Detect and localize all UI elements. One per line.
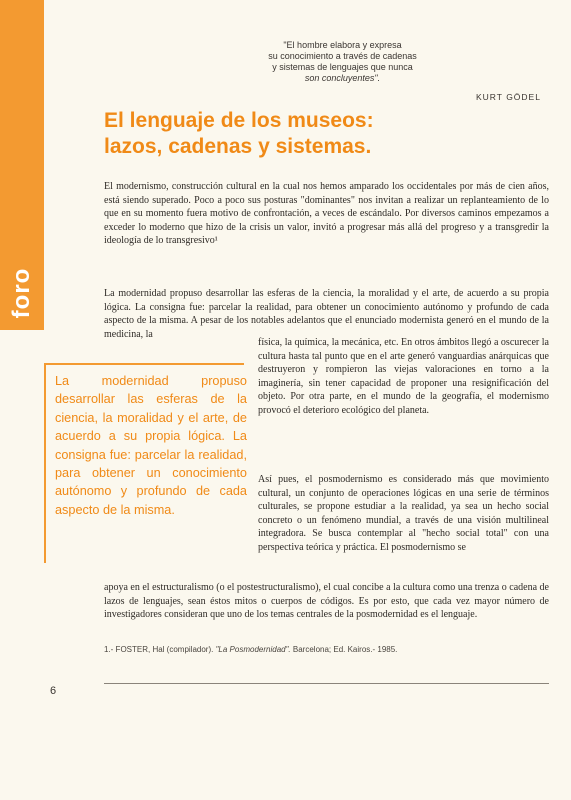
article-title: [104, 108, 534, 160]
section-tab: [0, 0, 44, 330]
title-line-2: lazos, cadenas y sistemas.: [104, 135, 372, 158]
epigraph-line: son concluyentes".: [304, 73, 381, 83]
epigraph: [240, 40, 445, 84]
pullquote-rule: [44, 363, 244, 365]
paragraph-modernity: La modernidad propuso desarrollar las esferas de la ciencia, la moralidad y el arte, de acuerdo a su propia lógica. La consigna fue: parcelar la realidad, para obtener un conocimiento autónomo y profundo de cada aspecto de la misma. A pesar de los notables adelantos que el enunciado modernista generó en el mundo de la medicina, la: [104, 288, 549, 340]
paragraph-modernity-cont: física, la química, la mecánica, etc. En otros ámbitos llegó a oscurecer la cultura hasta tal punto que en el arte generó vanguardias anárquicas que destruyeron y rompieron las viejas valoraciones en torno a la imaginería, sin tener capacidad de proponer una resignificación del objeto. Por otra parte, en el mundo de la geografía, el modernismo provocó el deterioro ecológico del planeta.: [258, 337, 549, 416]
page-number: 6: [50, 685, 57, 697]
paragraph-postmodernism: Así pues, el posmodernismo es considerado más que movimiento cultural, un conjunto de operaciones lógicas en una serie de términos culturales, se propone estudiar a la realidad, ya sea un hecho social concreto o un fenómeno mundial, a través de una visión multilineal integradora. Se busca contemplar al "hecho social total" con una perspectiva teórica y práctica. El posmodernismo se: [258, 474, 549, 553]
epigraph-author: KURT GÖDEL: [476, 92, 541, 102]
footnote: [104, 645, 549, 654]
epigraph-line: su conocimiento a través de cadenas: [268, 51, 417, 61]
title-line-1: El lenguaje de los museos:: [104, 109, 374, 132]
epigraph-line: "El hombre elabora y expresa: [283, 40, 402, 50]
footnote-book: "La Posmodernidad".: [215, 645, 291, 654]
footer-rule: [104, 683, 549, 684]
footnote-suffix: Barcelona; Ed. Kairos.- 1985.: [292, 645, 398, 654]
section-tab-label: foro: [8, 267, 35, 319]
pullquote: La modernidad propuso desarrollar las esferas de la ciencia, la moralidad y el arte, de acuerdo a su propia lógica. La consigna fue: parcelar la realidad, para obtener un conocimiento autónomo y profundo de cada aspecto de la misma.: [55, 374, 247, 517]
paragraph-intro: El modernismo, construcción cultural en la cual nos hemos amparado los occidentales por más de cien años, está siendo superado. Poco a poco sus posturas "dominantes" nos invitan a realizar un replanteamiento de lo que en su momento fuera motivo de confrontación, a veces de escándalo. Por diversos caminos empezamos a exceder lo moderno que hizo de la crisis un valor, invitó a progresar más allá del progreso y a transgredir la ideología de lo transgresivo¹: [104, 181, 549, 246]
paragraph-postmodernism-cont: apoya en el estructuralismo (o el postestructuralismo), el cual concibe a la cultura como una trenza o cadena de lazos de lenguajes, sean éstos mitos o cuerpos de códigos. Es por esto, que cada vez mayor número de investigadores consideran que uno de los temas centrales de la posmodernidad es el lenguaje.: [104, 582, 549, 620]
epigraph-line: y sistemas de lenguajes que nunca: [272, 62, 413, 72]
footnote-prefix: 1.- FOSTER, Hal (compilador).: [104, 645, 214, 654]
pullquote-side-rule: [44, 363, 46, 563]
